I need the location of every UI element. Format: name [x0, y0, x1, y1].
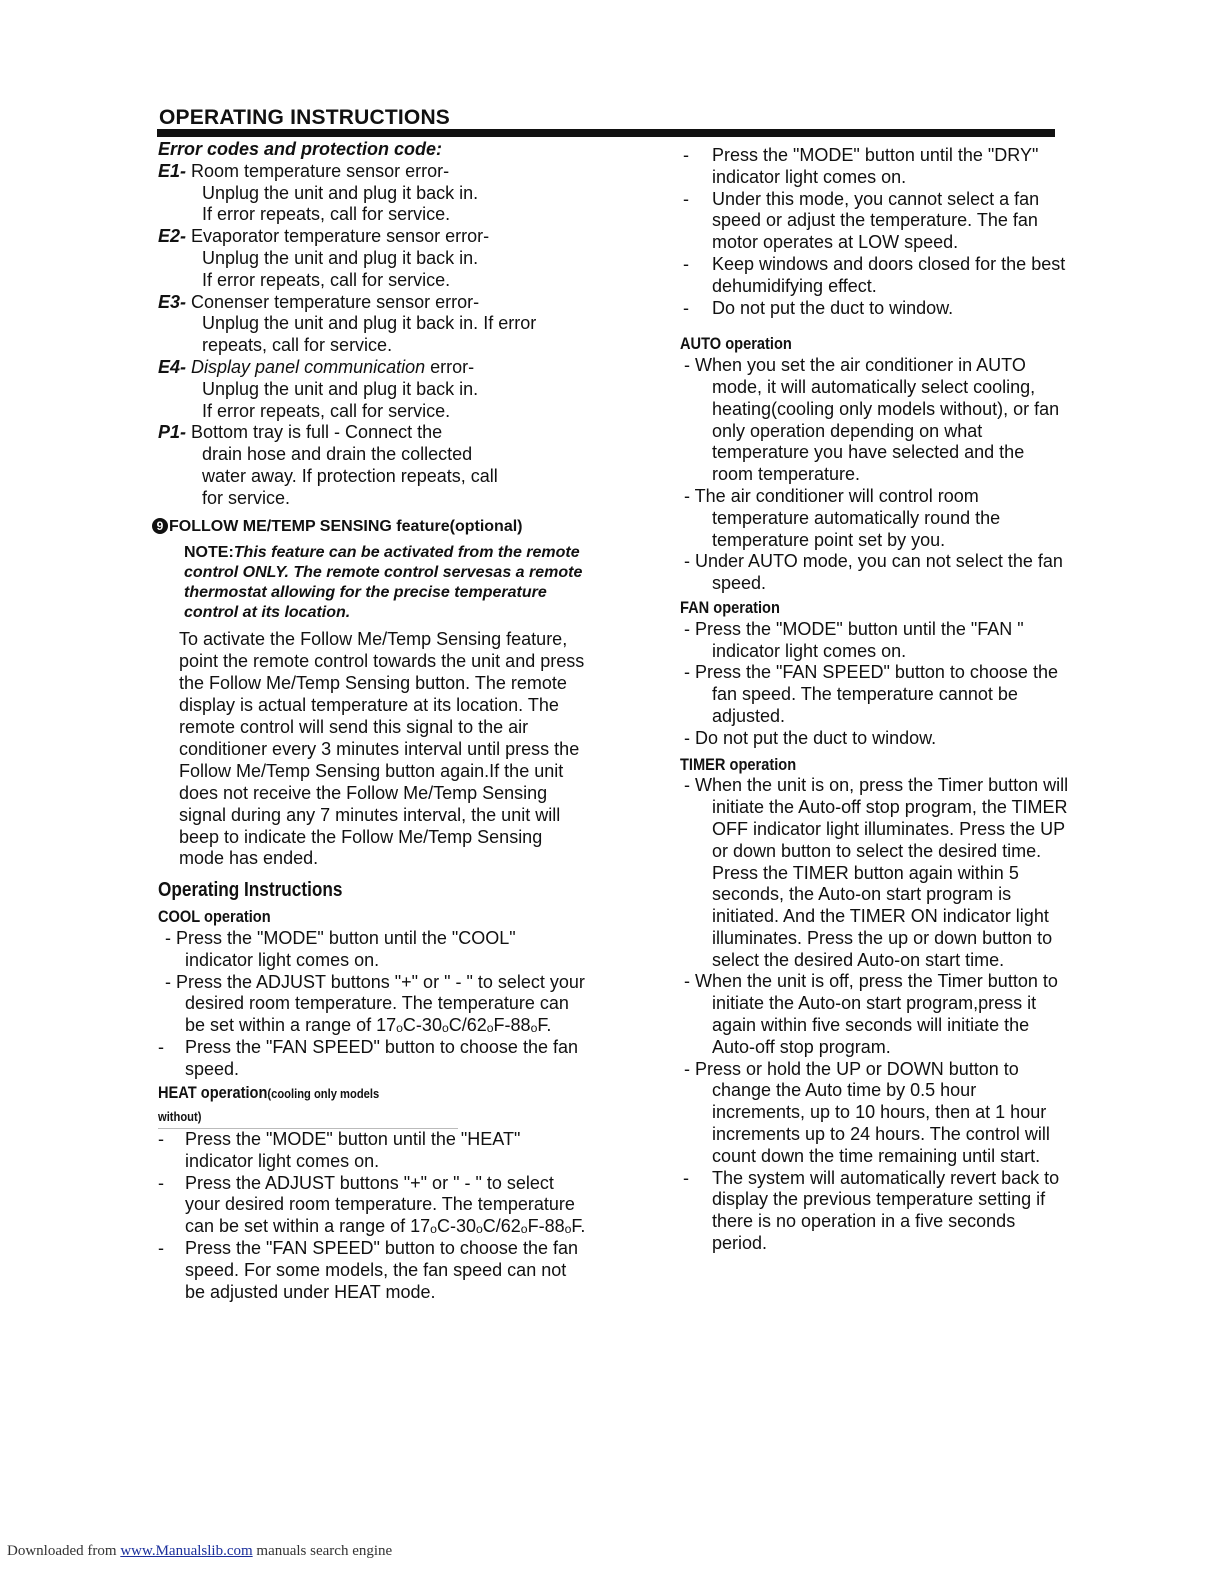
timer-item: - When the unit is on, press the Timer button will initiate the Auto-off stop program, the TIMER OFF indicator light illuminates. Press the UP or down button to select the desired time. Press the TIMER button again within 5 seconds, the Auto-on start program is initiated. And the TIMER ON indicator light illuminates. Press the up or down button to select the desired Auto-on start time. — [684, 775, 1069, 970]
fan-item: - Press the "FAN SPEED" button to choose the fan speed. The temperature cannot be adjusted. — [684, 662, 1058, 726]
error-title: Evaporator temperature sensor error- — [186, 226, 490, 247]
error-item-e4 — [158, 357, 588, 422]
cool-heading: COOL operation — [158, 907, 271, 927]
error-title: Bottom tray is full - Connect the — [186, 422, 443, 443]
timer-item: - Press or hold the UP or DOWN button to change the Auto time by 0.5 hour increments, up to 10 hours, then at 1 hour increments up to 24 hours. The control will count down the time remaining until start. — [684, 1058, 1050, 1166]
heat-item: - Press the ADJUST buttons "+" or " - " to select your desired room temperature. The temperature can be set within a range of 17ₒC-30ₒC/62ₒF-88ₒF. — [158, 1172, 586, 1237]
left-column — [158, 139, 588, 1303]
dry-item: - Keep windows and doors closed for the best dehumidifying effect. — [683, 253, 1066, 296]
error-line: If error repeats, call for service. — [202, 204, 451, 225]
error-line: water away. If protection repeats, call — [202, 465, 498, 486]
error-title: Conenser temperature sensor error- — [186, 291, 480, 312]
heat-item: - Press the "MODE" button until the "HEAT" indicator light comes on. — [158, 1129, 521, 1171]
error-line: Unplug the unit and plug it back in. — [202, 182, 479, 203]
manualslib-link[interactable]: www.Manualslib.com — [120, 1543, 253, 1559]
error-code: E2- — [158, 226, 187, 247]
timer-item: - When the unit is off, press the Timer button to initiate the Auto-on start program,press it again within five seconds will initiate the Auto-off stop program. — [684, 971, 1058, 1057]
cool-item: - Press the "FAN SPEED" button to choose the fan speed. — [158, 1036, 578, 1079]
error-item-e3 — [158, 292, 588, 357]
error-line: Unplug the unit and plug it back in. — [202, 378, 479, 399]
error-line: If error repeats, call for service. — [202, 400, 451, 421]
error-codes-heading: Error codes and protection code: — [158, 139, 443, 159]
note-label: NOTE: — [184, 544, 234, 562]
heat-item: - Press the "FAN SPEED" button to choose the fan speed. For some models, the fan speed can not be adjusted under HEAT mode. — [158, 1238, 578, 1302]
error-item-e2 — [158, 226, 588, 291]
error-item-e1 — [158, 161, 588, 226]
follow-me-note — [184, 543, 588, 623]
timer-heading: TIMER operation — [680, 754, 797, 774]
error-line: for service. — [202, 487, 291, 508]
error-title: error- — [425, 356, 475, 377]
right-column — [680, 145, 1070, 1255]
note-text: This feature can be activated from the remote control ONLY. The remote control servesas a remote thermostat allowing for the precise temperature control at its location. — [184, 544, 583, 622]
download-footer — [7, 1543, 392, 1560]
error-title-italic: Display panel communication — [186, 356, 426, 377]
error-line: Unplug the unit and plug it back in. If error — [202, 313, 537, 334]
page-title: OPERATING INSTRUCTIONS — [159, 106, 451, 129]
auto-item: - Under AUTO mode, you can not select the fan speed. — [684, 551, 1063, 594]
heat-heading: HEAT operation(cooling only models without) — [158, 1083, 380, 1125]
error-title: Room temperature sensor error- — [186, 160, 450, 181]
title-rule — [157, 129, 1055, 137]
heat-heading-row — [158, 1082, 458, 1129]
footer-suffix: manuals search engine — [252, 1543, 393, 1559]
footer-prefix: Downloaded from — [7, 1543, 121, 1559]
error-code: E1- — [158, 160, 187, 181]
timer-item: - The system will automatically revert back to display the previous temperature setting if there is no operation in a five seconds period. — [683, 1167, 1060, 1254]
follow-me-title: FOLLOW ME/TEMP SENSING feature(optional) — [169, 517, 523, 535]
follow-me-body: To activate the Follow Me/Temp Sensing feature, point the remote control towards the unit and press the Follow Me/Temp Sensing button. The remote display is actual temperature at its location. The remote control will send this signal to the air conditioner every 3 minutes interval until press the Follow Me/Temp Sensing button again.If the unit does not receive the Follow Me/Temp Sensing signal during any 7 minutes interval, the unit will beep to indicate the Follow Me/Temp Sensing mode has ended. — [179, 629, 585, 869]
error-code: E3- — [158, 291, 187, 312]
fan-heading: FAN operation — [680, 597, 780, 617]
operating-instructions-heading: Operating Instructions — [158, 879, 343, 902]
error-line: repeats, call for service. — [202, 335, 393, 356]
error-line: drain hose and drain the collected — [202, 444, 473, 465]
auto-item: - When you set the air conditioner in AUTO mode, it will automatically select cooling, heating(cooling only models without), or fan only operation depending on what temperature you have selected and the room temperature. — [684, 355, 1060, 485]
dry-item: - Under this mode, you cannot select a fan speed or adjust the temperature. The fan motor operates at LOW speed. — [683, 188, 1040, 253]
dry-item: - Press the "MODE" button until the "DRY" indicator light comes on. — [683, 145, 1039, 187]
error-code: E4- — [158, 356, 187, 377]
error-line: If error repeats, call for service. — [202, 269, 451, 290]
fan-item: - Press the "MODE" button until the "FAN " indicator light comes on. — [684, 618, 1024, 661]
auto-heading: AUTO operation — [680, 334, 792, 354]
section-number-badge: 9 — [152, 518, 168, 534]
error-code: P1- — [158, 422, 187, 443]
dry-item: - Do not put the duct to window. — [683, 297, 954, 318]
error-line: Unplug the unit and plug it back in. — [202, 247, 479, 268]
cool-item: - Press the ADJUST buttons "+" or " - " to select your desired room temperature. The temperature can be set within a range of 17ₒC-30ₒC/62ₒF-88ₒF. — [165, 971, 585, 1036]
fan-item: - Do not put the duct to window. — [684, 727, 937, 748]
cool-item: - Press the "MODE" button until the "COOL" indicator light comes on. — [165, 927, 516, 970]
auto-item: - The air conditioner will control room temperature automatically round the temperature point set by you. — [684, 485, 1001, 550]
error-item-p1 — [158, 422, 588, 509]
follow-me-heading — [152, 516, 588, 538]
